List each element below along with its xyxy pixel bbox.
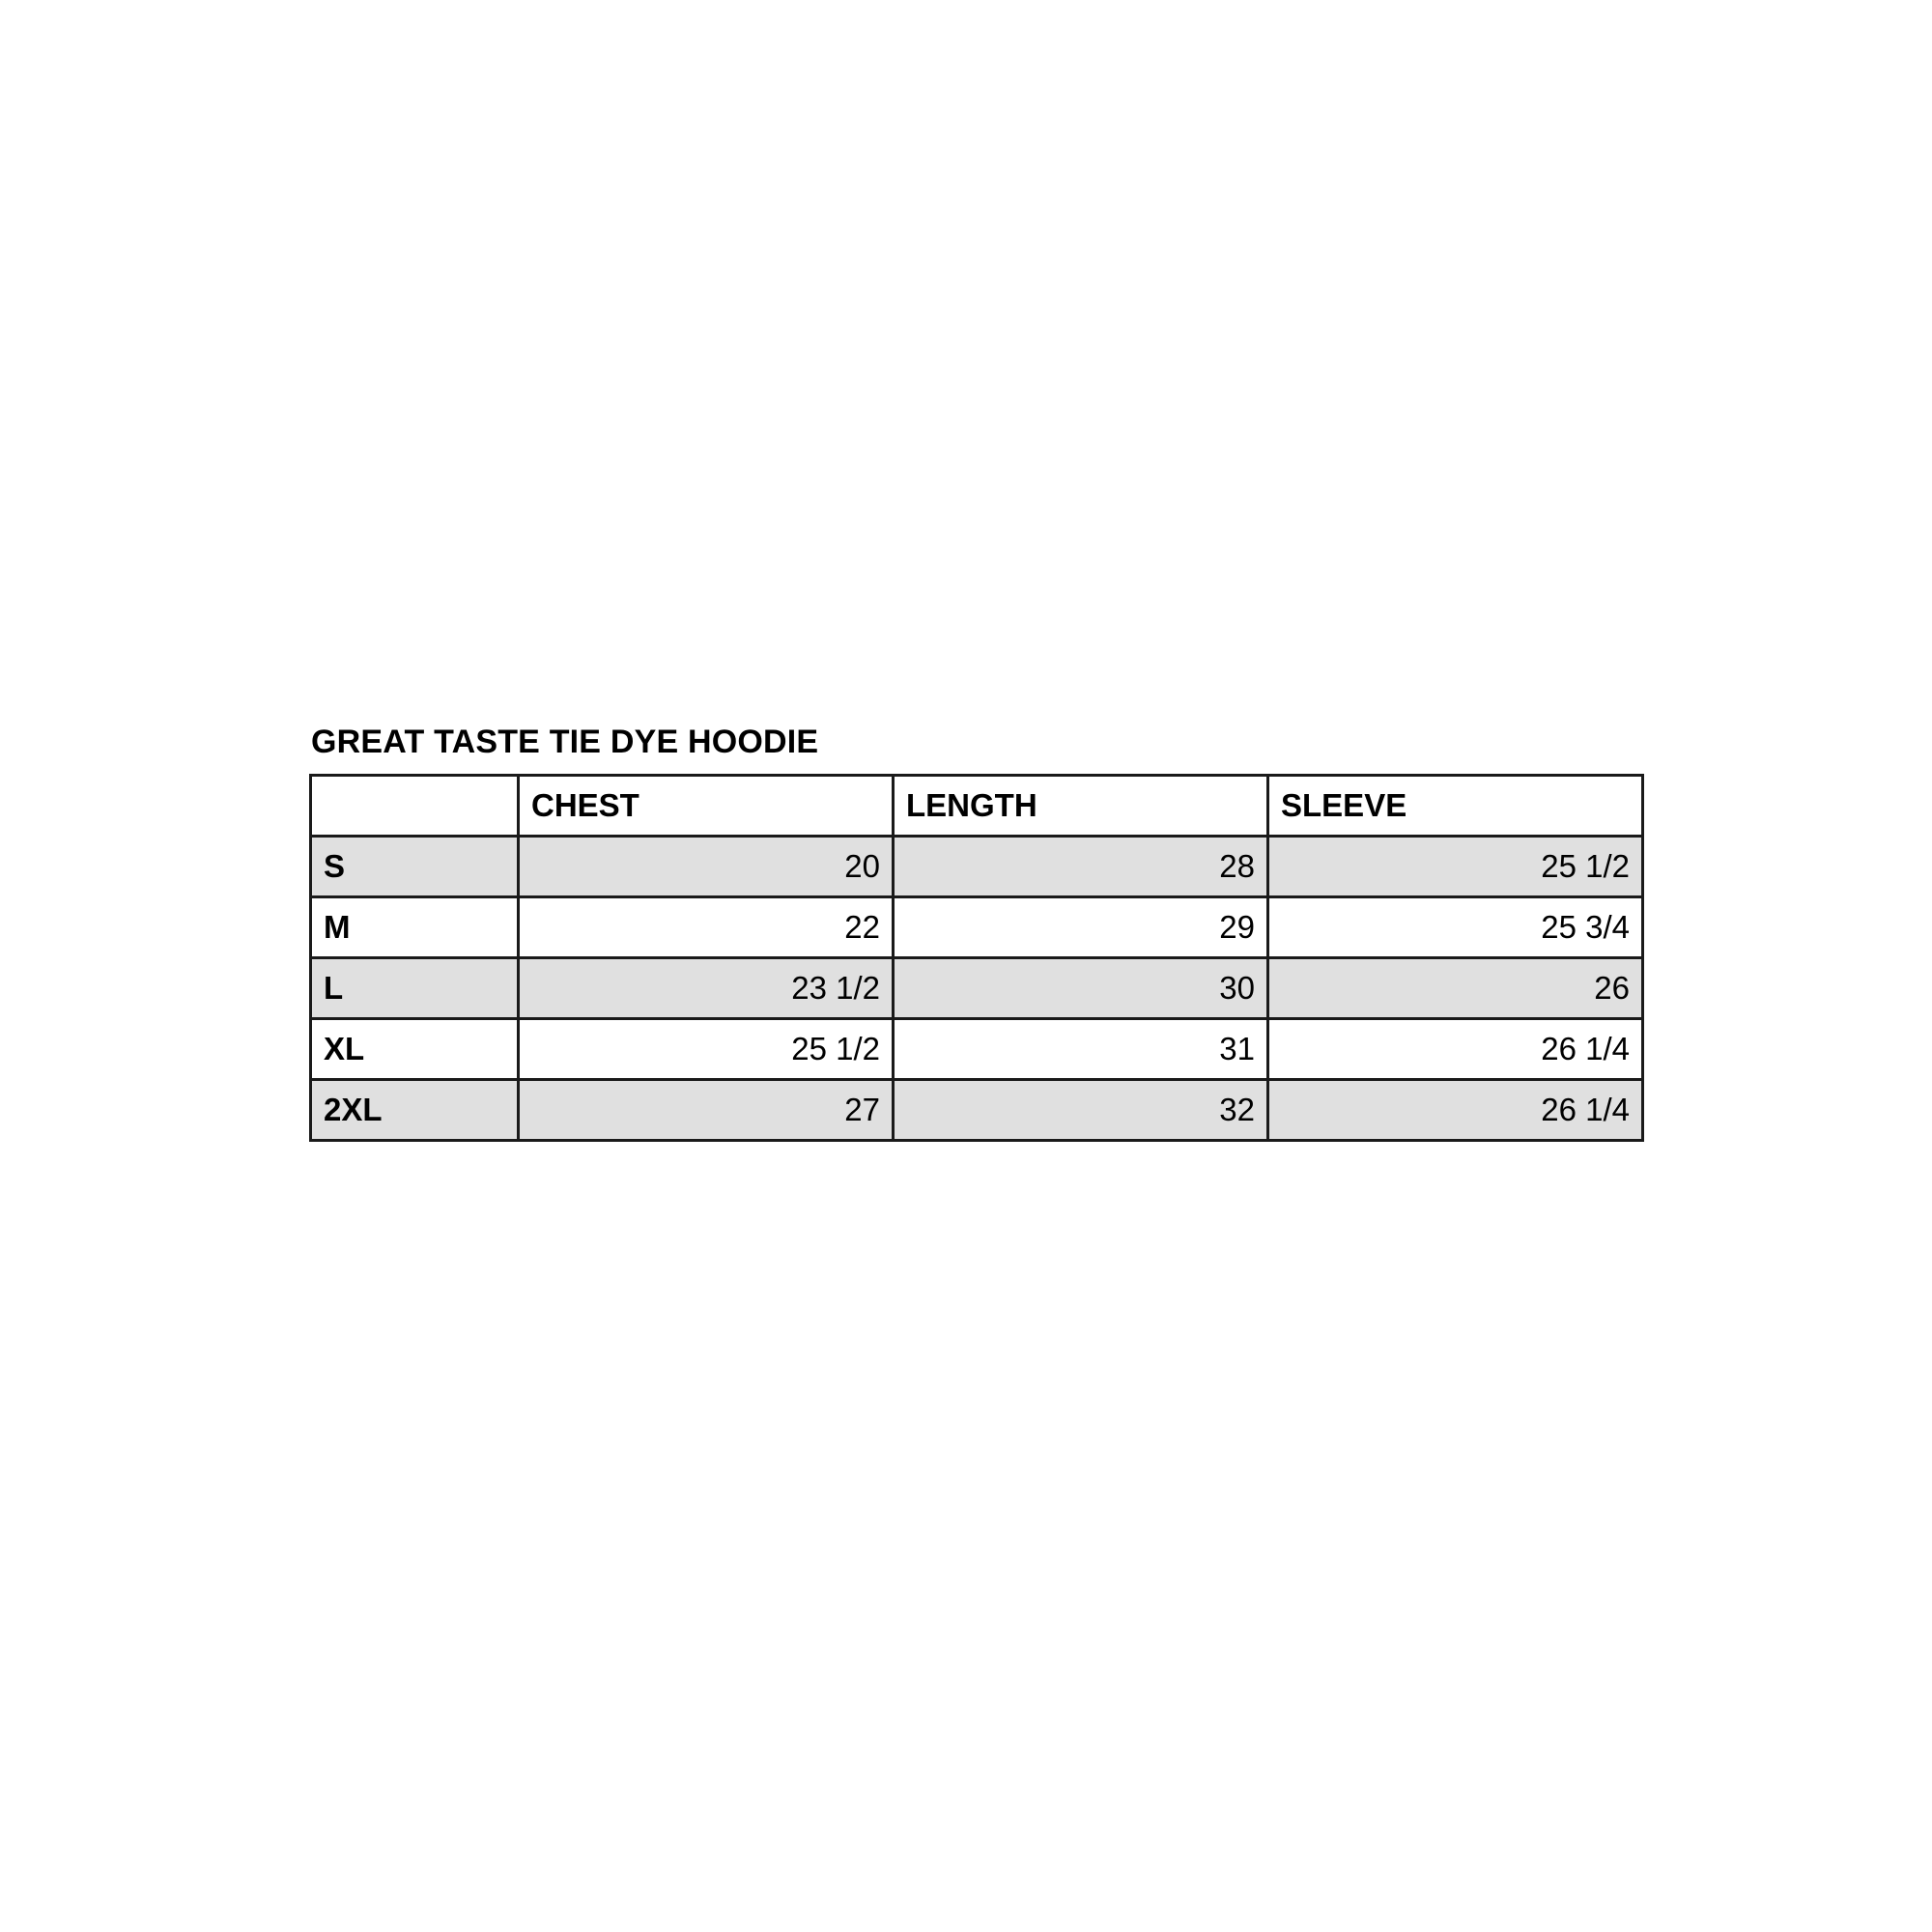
column-header-chest: CHEST: [519, 776, 894, 837]
table-row: [311, 897, 1643, 958]
table-row: [311, 958, 1643, 1019]
cell-2xl-chest: 27: [519, 1080, 894, 1141]
table-row: [311, 837, 1643, 897]
row-label-xl: XL: [311, 1019, 519, 1080]
cell-s-length: 28: [894, 837, 1268, 897]
size-chart-container: [309, 724, 1642, 1142]
cell-l-length: 30: [894, 958, 1268, 1019]
row-label-2xl: 2XL: [311, 1080, 519, 1141]
column-header-size: [311, 776, 519, 837]
column-header-length: LENGTH: [894, 776, 1268, 837]
size-chart-table: [309, 774, 1644, 1142]
page-title: GREAT TASTE TIE DYE HOODIE: [311, 724, 819, 760]
row-label-l: L: [311, 958, 519, 1019]
cell-l-sleeve: 26: [1268, 958, 1643, 1019]
cell-l-chest: 23 1/2: [519, 958, 894, 1019]
cell-m-length: 29: [894, 897, 1268, 958]
cell-xl-chest: 25 1/2: [519, 1019, 894, 1080]
column-header-sleeve: SLEEVE: [1268, 776, 1643, 837]
cell-xl-length: 31: [894, 1019, 1268, 1080]
cell-2xl-length: 32: [894, 1080, 1268, 1141]
cell-s-chest: 20: [519, 837, 894, 897]
cell-xl-sleeve: 26 1/4: [1268, 1019, 1643, 1080]
table-row: [311, 1080, 1643, 1141]
row-label-m: M: [311, 897, 519, 958]
cell-m-sleeve: 25 3/4: [1268, 897, 1643, 958]
row-label-s: S: [311, 837, 519, 897]
cell-m-chest: 22: [519, 897, 894, 958]
table-body: [311, 837, 1643, 1141]
table-header-row: [311, 776, 1643, 837]
cell-s-sleeve: 25 1/2: [1268, 837, 1643, 897]
table-header: [311, 776, 1643, 837]
table-row: [311, 1019, 1643, 1080]
cell-2xl-sleeve: 26 1/4: [1268, 1080, 1643, 1141]
